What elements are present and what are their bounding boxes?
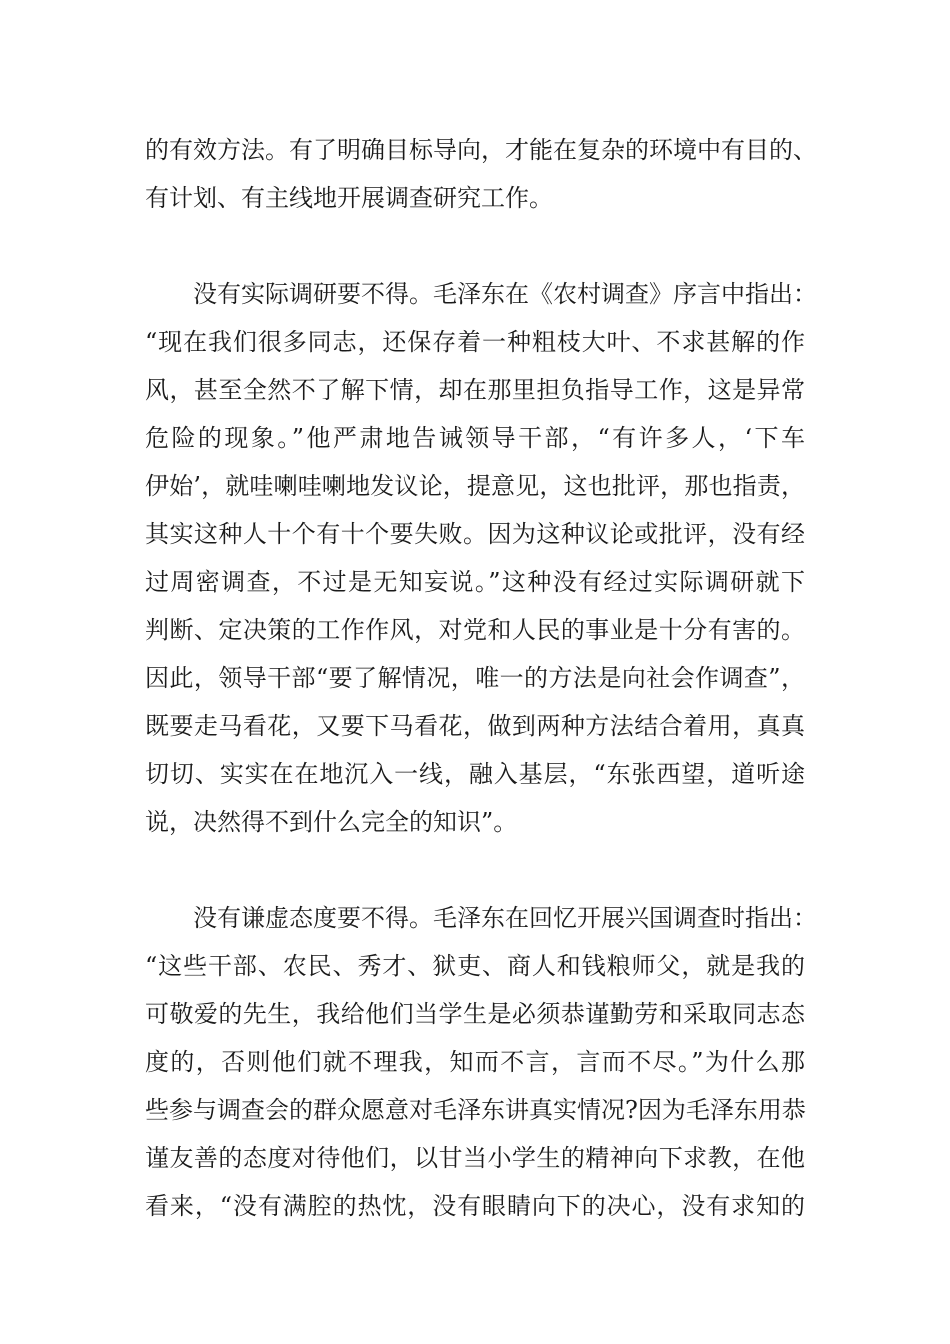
text-line: 伊始’，就哇喇哇喇地发议论，提意见，这也批评，那也指责， — [145, 472, 805, 500]
text-line: “这些干部、农民、秀才、狱吏、商人和钱粮师父，就是我的 — [145, 952, 805, 980]
text-line: 危险的现象。”他严肃地告诫领导干部，“有许多人，‘下车 — [145, 424, 805, 452]
text-line: 没有实际调研要不得。毛泽东在《农村调查》序言中指出： — [193, 280, 817, 308]
paragraph-1 — [145, 126, 817, 222]
text-line: 些参与调查会的群众愿意对毛泽东讲真实情况?因为毛泽东用恭 — [145, 1096, 806, 1124]
paragraph-spacer — [145, 846, 805, 894]
text-line: 的有效方法。有了明确目标导向，才能在复杂的环境中有目的、 — [145, 136, 817, 164]
paragraph-3 — [145, 894, 817, 1230]
text-line: 说，决然得不到什么完全的知识”。 — [145, 808, 518, 836]
text-line: 其实这种人十个有十个要失败。因为这种议论或批评，没有经 — [145, 520, 805, 548]
body-text — [145, 126, 817, 1230]
text-line: 风，甚至全然不了解下情，却在那里担负指导工作，这是异常 — [145, 376, 805, 404]
text-line: 过周密调查，不过是无知妄说。”这种没有经过实际调研就下 — [145, 568, 805, 596]
text-line: “现在我们很多同志，还保存着一种粗枝大叶、不求甚解的作 — [145, 328, 805, 356]
text-line: 既要走马看花，又要下马看花，做到两种方法结合着用，真真 — [145, 712, 805, 740]
text-line: 度的，否则他们就不理我，知而不言，言而不尽。”为什么那 — [145, 1048, 805, 1076]
paragraph-spacer — [145, 222, 805, 270]
text-line: 可敬爱的先生，我给他们当学生是必须恭谨勤劳和采取同志态 — [145, 1000, 805, 1028]
text-line: 切切、实实在在地沉入一线，融入基层，“东张西望，道听途 — [145, 760, 805, 788]
text-line: 谨友善的态度对待他们，以甘当小学生的精神向下求教，在他 — [145, 1144, 805, 1172]
text-line: 因此，领导干部“要了解情况，唯一的方法是向社会作调查”， — [145, 664, 805, 692]
paragraph-2 — [145, 270, 817, 846]
text-line: 判断、定决策的工作作风，对党和人民的事业是十分有害的。 — [145, 616, 805, 644]
text-line: 有计划、有主线地开展调查研究工作。 — [145, 184, 553, 212]
text-line: 看来，“没有满腔的热忱，没有眼睛向下的决心，没有求知的 — [145, 1192, 805, 1220]
text-line: 没有谦虚态度要不得。毛泽东在回忆开展兴国调查时指出： — [193, 904, 817, 932]
